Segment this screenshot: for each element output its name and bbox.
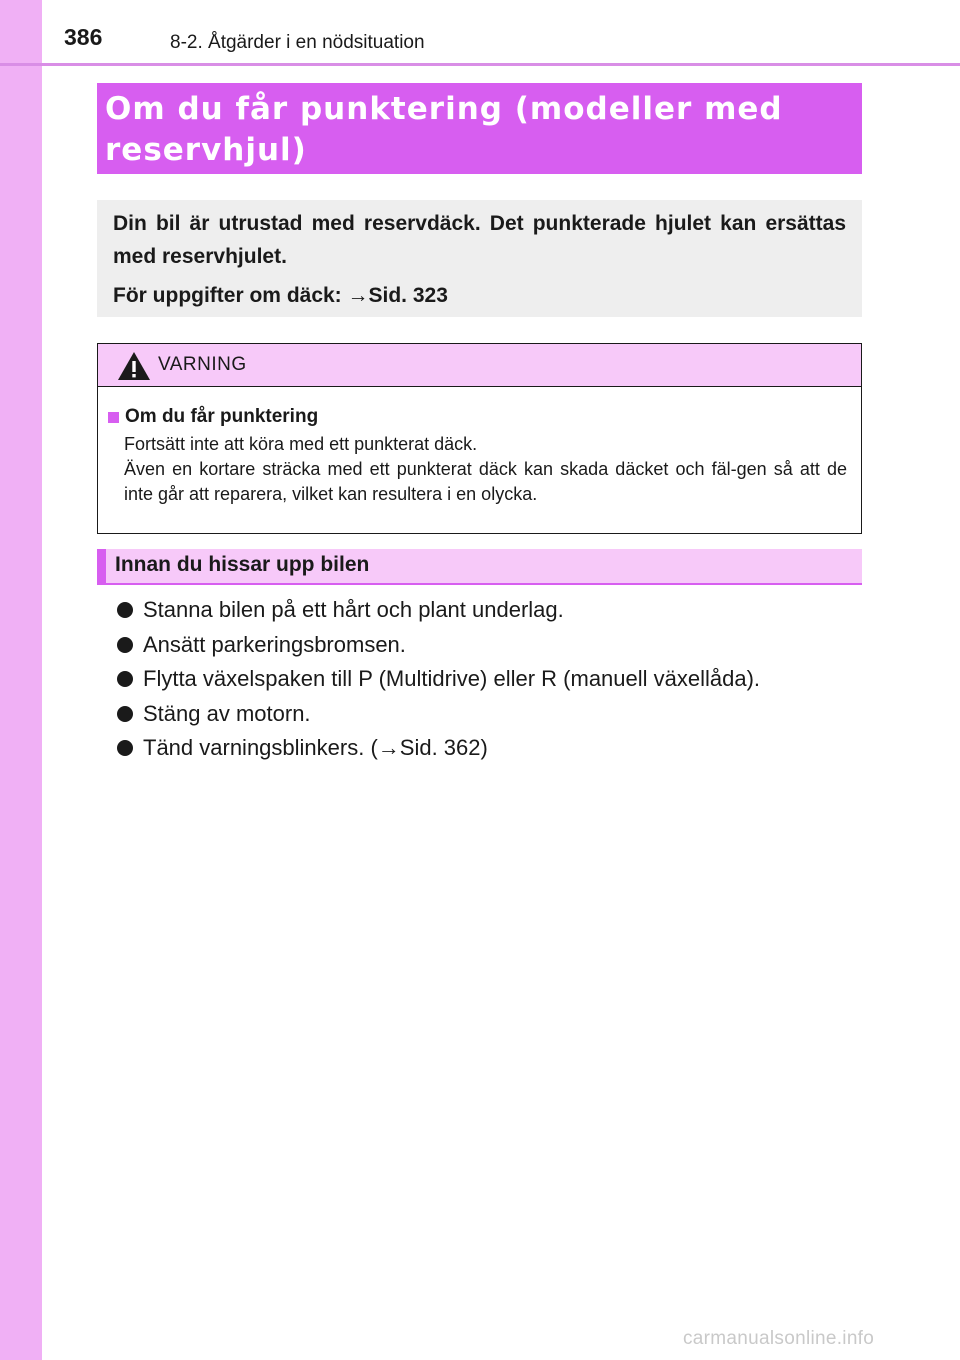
- intro-text: Din bil är utrustad med reservdäck. Det punkterade hjulet kan ersättas med reservhjulet.: [113, 212, 846, 268]
- page-number: 386: [64, 24, 103, 50]
- intro-box: [97, 200, 862, 317]
- warning-body: [98, 387, 861, 507]
- title-banner: [97, 83, 862, 174]
- section-label: 8-2. Åtgärder i en nödsituation: [170, 32, 425, 53]
- list-item-text: Ansätt parkeringsbromsen.: [143, 631, 406, 657]
- page-title-line1: Om du får punktering (modeller med: [105, 91, 783, 127]
- header-divider: [0, 63, 960, 66]
- page-title-line2: reservhjul): [105, 132, 307, 168]
- warning-heading-text: Om du får punktering: [125, 406, 319, 427]
- warning-paragraph-2: Även en kortare sträcka med ett punkterat däck kan skada däcket och fäl-gen så att de inte går att reparera, vilket kan resultera i en olycka.: [124, 459, 847, 504]
- subsection-heading: Innan du hissar upp bilen: [115, 553, 370, 576]
- watermark[interactable]: carmanualsonline.info: [683, 1328, 875, 1349]
- bullet-dot-icon: [117, 602, 133, 618]
- list-item: [117, 593, 857, 628]
- list-item: [117, 628, 857, 663]
- list-item: [117, 697, 857, 732]
- list-item-text: Stanna bilen på ett hårt och plant underlag.: [143, 597, 564, 622]
- list-item-text: Stäng av motorn.: [143, 700, 311, 726]
- list-item-text: Tänd varningsblinkers. (→Sid. 362): [143, 735, 488, 760]
- warning-triangle-icon: [117, 351, 151, 381]
- list-item-text: Flytta växelspaken till P (Multidrive) eller R (manuell växellåda).: [143, 666, 761, 691]
- warning-box: [97, 343, 862, 534]
- bullet-list: [117, 593, 857, 766]
- side-strip: [0, 0, 42, 1360]
- warning-heading: [108, 404, 847, 430]
- bullet-dot-icon: [117, 637, 133, 653]
- bullet-dot-icon: [117, 706, 133, 722]
- list-item: [117, 662, 857, 697]
- intro-reference: För uppgifter om däck: →Sid. 323: [113, 284, 448, 307]
- subsection-header: [97, 549, 862, 585]
- list-item: [117, 731, 857, 766]
- warning-label: VARNING: [158, 354, 247, 375]
- bullet-dot-icon: [117, 740, 133, 756]
- warning-header: [98, 344, 861, 387]
- bullet-dot-icon: [117, 671, 133, 687]
- square-bullet-icon: [108, 412, 119, 423]
- warning-paragraph-1: Fortsätt inte att köra med ett punkterat däck.: [124, 434, 478, 454]
